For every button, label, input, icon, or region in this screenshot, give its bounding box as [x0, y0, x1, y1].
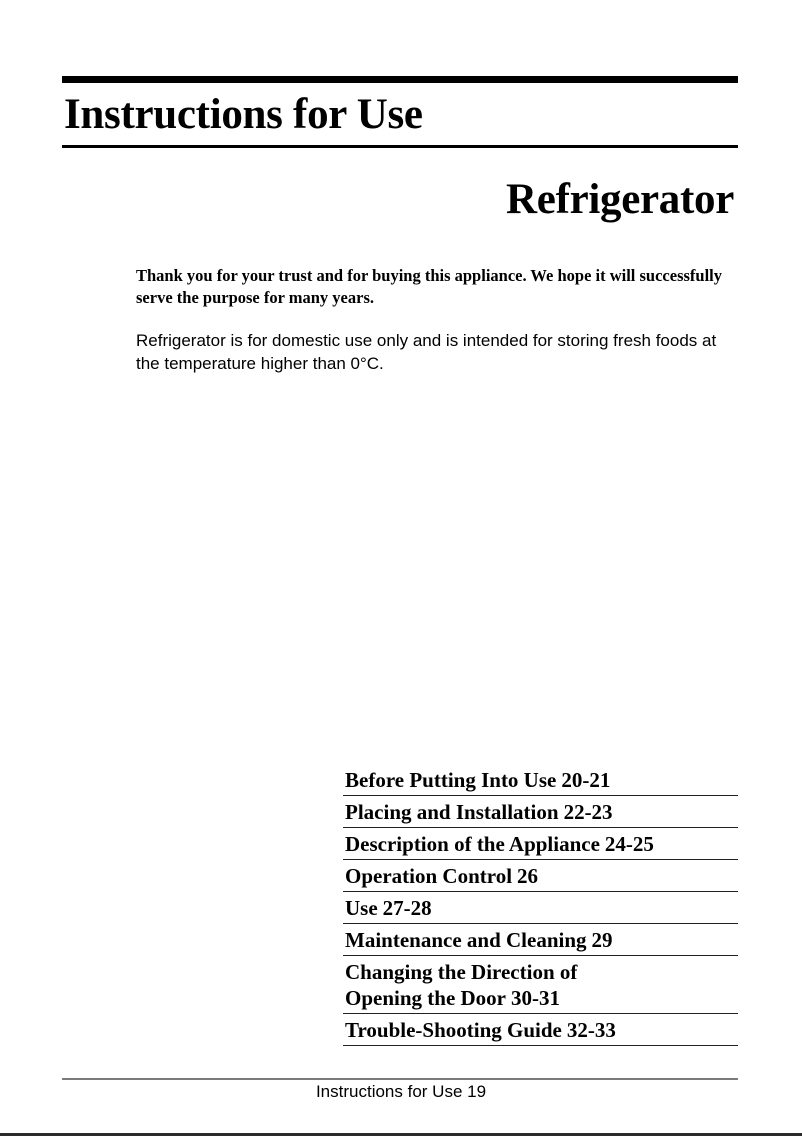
toc-pages: 32-33 [566, 1018, 616, 1042]
usage-paragraph: Refrigerator is for domestic use only and is intended for storing fresh foods at the temperature higher than 0°C. [136, 331, 717, 373]
toc-label: Placing and Installation [345, 800, 559, 824]
top-rule [62, 76, 738, 83]
toc-pages: 29 [591, 928, 613, 952]
toc-pages: 22-23 [563, 800, 613, 824]
document-title: Instructions for Use [64, 91, 423, 138]
toc-label: Before Putting Into Use [345, 768, 557, 792]
toc-label: Maintenance and Cleaning [345, 928, 587, 952]
toc-item-changing-door-direction[interactable] [343, 956, 738, 1014]
toc-item-use[interactable] [343, 892, 738, 924]
page-footer: Instructions for Use 19 [315, 1082, 487, 1101]
toc-item-description-of-appliance[interactable] [343, 828, 738, 860]
thank-you-paragraph: Thank you for your trust and for buying this appliance. We hope it will successfully serve the purpose for many years. [136, 266, 723, 307]
toc-item-maintenance-and-cleaning[interactable] [343, 924, 738, 956]
table-of-contents [343, 764, 738, 1046]
toc-item-before-putting-into-use[interactable] [343, 764, 738, 796]
toc-label: Trouble-Shooting Guide [345, 1018, 562, 1042]
toc-pages: 27-28 [382, 896, 432, 920]
toc-item-placing-and-installation[interactable] [343, 796, 738, 828]
toc-label: Description of the Appliance [345, 832, 600, 856]
title-rule [62, 145, 738, 148]
toc-pages: 20-21 [561, 768, 611, 792]
toc-pages: 30-31 [511, 986, 561, 1010]
toc-item-operation-control[interactable] [343, 860, 738, 892]
footer-rule [62, 1078, 738, 1080]
toc-label: Operation Control [345, 864, 513, 888]
product-name: Refrigerator [506, 176, 734, 223]
toc-label-line2: Opening the Door [345, 986, 507, 1010]
toc-item-trouble-shooting-guide[interactable] [343, 1014, 738, 1046]
toc-label: Use [345, 896, 378, 920]
toc-pages: 26 [517, 864, 539, 888]
toc-pages: 24-25 [604, 832, 654, 856]
toc-label: Changing the Direction of [345, 960, 578, 984]
